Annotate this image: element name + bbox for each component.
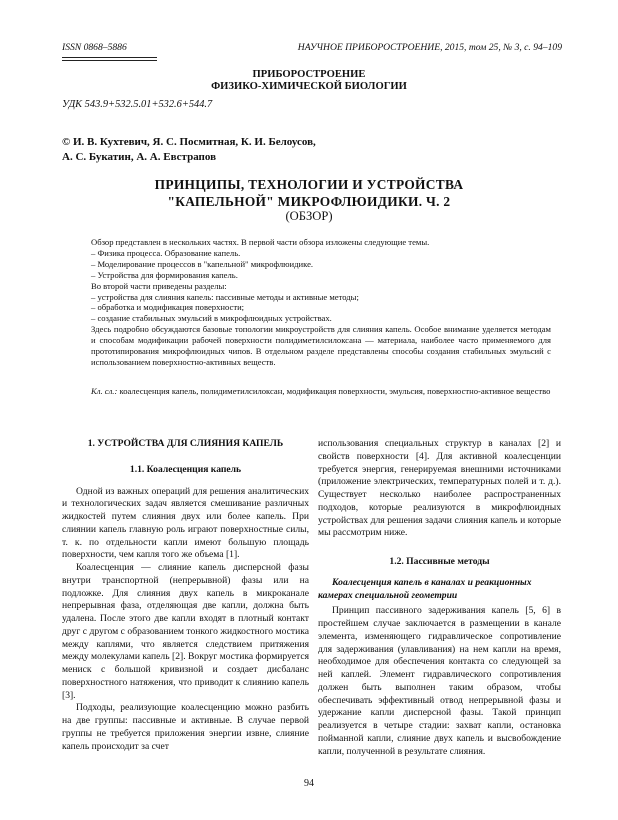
subsection-heading: 1.1. Коалесценция капель [129,463,242,475]
body-paragraph: Принцип пассивного задерживания капель [5, 6] в простейшем случае заключается в размещении в канале элемента, изменяющего гидравлическое сопротивление для задерживания (улавливания) на нем капли на время, необходимое для обеспечения контакта со следующей за ней каплей. Элемент гидравлического сопротивления должен быть выполнен таким образом, чтобы обеспечивать эффективный отвод непрерывной фазы и удержание капли дисперсной фазы. Такой принцип реализуется в четыре стадии: захват капли, остановка пойманной капли, слияние двух капель и высвобождение капли, полученной в результате слияния. [318,605,561,757]
abstract-line: – обработка и модификация поверхности; [91,302,245,313]
abstract-line: – создание стабильных эмульсий в микрофлюидных устройствах. [91,313,332,324]
body-paragraph: Одной из важных операций для решения аналитических и технологических задач является смешивание различных жидкостей путем слияния двух или более капель. При слиянии капель главную роль играют поверхностные силы, т. к. по отдельности капли имеют большую площадь поверхности, чем капля того же объема [1]. [62,485,309,561]
abstract-line: – Устройства для формирования капель. [91,269,238,280]
left-column [62,438,309,753]
abstract-line: – Моделирование процессов в "капельной" микрофлюидике. [91,258,314,269]
paper-subtitle: (ОБЗОР) [285,209,333,223]
body-paragraph: Коалесценция — слияние капель дисперсной фазы внутри транспортной (непрерывной) фазы или на подложке. Для слияния двух капель в микроканале непрерывная фаза, отделяющая две капли, должна быть удалена. После этого две капли входят в плотный контакт друг с другом с образованием тонкого жидкостного мостика между каплями, что является следствием притяжения между молекулами капель [2]. Вокруг мостика формируется мениск с большой кривизной и создает дисбаланс поверхностного натяжения, что приводит к слиянию капель [3]. [62,562,309,701]
journal-reference: НАУЧНОЕ ПРИБОРОСТРОЕНИЕ, 2015, том 25, № 3, с. 94–109 [297,42,562,53]
abstract-line: – устройства для слияния капель: пассивные методы и активные методы; [91,291,359,302]
section-heading: 1. УСТРОЙСТВА ДЛЯ СЛИЯНИЯ КАПЕЛЬ [87,438,284,449]
subsubsection-heading: Коалесценция капель в каналах и реакционных камерах специальной геометрии [318,576,532,601]
journal-section: ПРИБОРОСТРОЕНИЕ ФИЗИКО-ХИМИЧЕСКОЙ БИОЛОГИИ [211,69,407,92]
abstract-line: Во второй части приведены разделы: [91,280,227,291]
keywords-text: коалесценция капель, полидиметилсилоксан, модификация поверхности, эмульсия, поверхностно-активное вещество [117,386,551,396]
page-number: 94 [304,778,314,789]
abstract-line: Обзор представлен в нескольких частях. В первой части обзора изложены следующие темы. [91,237,430,247]
body-paragraph: использования специальных структур в каналах [2] и свойств поверхности [4]. Для активной коалесценции требуется энергия, генерируемая внешними источниками (приложение электрических, температурных полей и т. д.). Существует несколько наиболее распространенных подходов, которые реализуются в микрофлюидных устройствах для решения задачи слияния капель и которые мы рассмотрим ниже. [318,438,561,539]
keywords [91,386,551,397]
keywords-label: Кл. сл.: [91,386,118,396]
body-paragraph: Подходы, реализующие коалесценцию можно разбить на две группы: пассивные и активные. В случае первой группы не требуется приложения энергии извне, слияние капель происходит за счет [62,702,309,752]
abstract-line: – Физика процесса. Образование капель. [91,247,241,258]
header-rule-top [62,57,157,58]
abstract [91,237,551,368]
abstract-paragraph: Здесь подробно обсуждаются базовые топологии микроустройств для слияния капель. Особое внимание уделяется методам и способам модификации рабочей поверхности полидиметилсилоксана — материала, наиболее часто применяемого для прототипирования микрофлюидных чипов. В отдельном разделе представлены способы создания стабильных эмульсий с использованием поверхностно-активных веществ. [91,324,551,367]
paper-title: ПРИНЦИПЫ, ТЕХНОЛОГИИ И УСТРОЙСТВА "КАПЕЛЬНОЙ" МИКРОФЛЮИДИКИ. Ч. 2 [154,177,464,209]
right-column [318,438,561,758]
header-rule-bottom [62,60,157,61]
issn: ISSN 0868–5886 [62,42,127,53]
authors: © И. В. Кухтевич, Я. С. Посмитная, К. И. Белоусов, А. С. Букатин, А. А. Евстрапов [62,136,316,163]
udk-code: УДК 543.9+532.5.01+532.6+544.7 [62,99,213,110]
subsection-heading: 1.2. Пассивные методы [389,556,490,567]
